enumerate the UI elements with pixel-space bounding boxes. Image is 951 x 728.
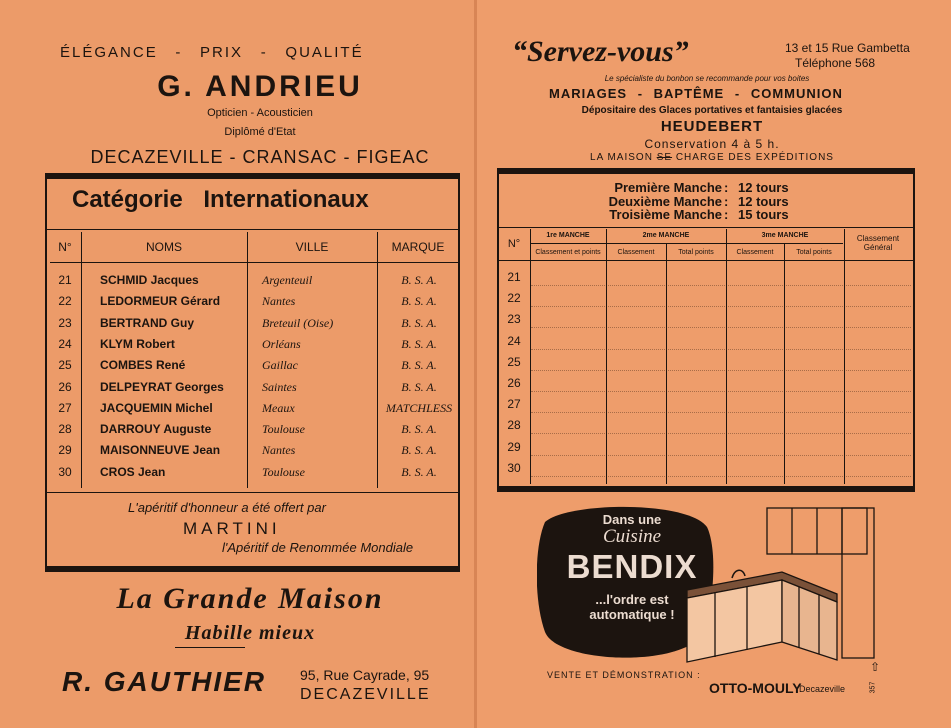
entrant-city: Toulouse xyxy=(262,464,305,479)
conservation: Conservation 4 à 5 h. xyxy=(644,137,780,151)
underline xyxy=(175,647,245,648)
entrant-number: 23 xyxy=(58,315,72,330)
depositaire-line: Dépositaire des Glaces portatives et fantaisies glacées xyxy=(581,105,843,116)
entrant-name: COMBES René xyxy=(100,358,186,373)
entrant-city: Breteuil (Oise) xyxy=(262,315,334,330)
ad-dealer-town: Decazeville xyxy=(799,684,846,694)
grid-row-number: 28 xyxy=(507,418,521,433)
slogan xyxy=(60,44,364,61)
top-rule xyxy=(45,173,460,179)
grid-row-line xyxy=(531,370,911,371)
grid-row-line xyxy=(531,412,911,413)
round-colon: : xyxy=(724,180,729,195)
grid-row-line xyxy=(531,433,911,434)
results-bottom-rule xyxy=(497,486,915,492)
optician-diploma: Diplômé d'Etat xyxy=(224,126,296,138)
entrant-name: LEDORMEUR Gérard xyxy=(100,294,221,309)
grid-row-number: 22 xyxy=(507,291,521,306)
occasion-mariages: MARIAGES xyxy=(549,86,628,101)
ad-demo: VENTE ET DÉMONSTRATION : xyxy=(547,670,701,680)
occasion-separator: - xyxy=(734,86,741,101)
bendix-brand: BENDIX xyxy=(566,548,698,585)
entrant-number: 30 xyxy=(58,464,72,479)
round-value: 12 tours xyxy=(738,180,789,195)
grid-sub-total: Total points xyxy=(678,249,714,256)
entrant-brand: B. S. A. xyxy=(401,358,437,373)
entrant-city: Toulouse xyxy=(262,422,305,437)
gauthier-town: DECAZEVILLE xyxy=(300,686,431,703)
grid-sub-total: Total points xyxy=(796,249,832,256)
ad-code: 357 xyxy=(869,681,877,694)
header-no: N° xyxy=(58,240,72,254)
grid-subheader-rule xyxy=(531,243,843,244)
grid-header-rule xyxy=(499,260,913,261)
entrant-brand: B. S. A. xyxy=(401,443,437,458)
entrant-number: 27 xyxy=(58,400,72,415)
right-page xyxy=(477,0,951,728)
round-label: Deuxième Manche xyxy=(608,193,722,209)
grid-header-no: N° xyxy=(507,238,521,250)
entrant-brand: MATCHLESS xyxy=(385,400,453,415)
entrant-city: Orléans xyxy=(262,336,301,351)
confiserie-phone: Téléphone 568 xyxy=(795,56,876,70)
grid-row-number: 27 xyxy=(507,397,521,412)
shop-name: La Grande Maison xyxy=(116,582,384,615)
grid-header-round1: 1re MANCHE xyxy=(546,232,590,239)
ad-dealer: OTTO-MOULY xyxy=(709,680,802,696)
entrant-name: KLYM Robert xyxy=(100,336,175,351)
entrant-name: DARROUY Auguste xyxy=(100,422,212,437)
entrant-city: Argenteuil xyxy=(262,273,313,287)
left-page xyxy=(0,0,474,728)
aperitif-tagline: l'Apéritif de Renommée Mondiale xyxy=(222,540,414,555)
entrant-number: 26 xyxy=(58,379,72,394)
frame-left xyxy=(45,173,47,568)
grid-row-number: 21 xyxy=(507,270,521,284)
shipping-post: CHARGE DES EXPÉDITIONS xyxy=(675,152,834,163)
grid-row-number: 24 xyxy=(507,333,521,348)
grid-row-number: 29 xyxy=(507,439,521,454)
header-brand: MARQUE xyxy=(391,240,445,254)
aperitif-line: L'apéritif d'honneur a été offert par xyxy=(128,500,326,515)
slogan-separator: - xyxy=(260,44,268,61)
results-frame-left xyxy=(497,168,499,491)
col-rule xyxy=(247,232,248,488)
grid-col xyxy=(666,244,667,484)
grid-row-line xyxy=(531,349,911,350)
shipping-marked: SE xyxy=(656,152,673,163)
header-rule xyxy=(50,262,458,263)
ad-line1: Dans une xyxy=(602,512,662,527)
ad-line2: Cuisine xyxy=(602,526,662,547)
martini-brand: MARTINI xyxy=(183,519,281,538)
ad-slogan2: automatique ! xyxy=(589,607,675,622)
round-label: Troisième Manche xyxy=(609,207,722,222)
grid-row-number: 25 xyxy=(507,354,521,369)
ad-slogan1: ...l'ordre est xyxy=(595,592,669,607)
entrant-number: 29 xyxy=(58,443,72,458)
occasions xyxy=(549,86,843,101)
shipping-line xyxy=(517,152,907,163)
grid-row-line xyxy=(531,476,911,477)
entrant-number: 22 xyxy=(58,294,72,309)
table-rule xyxy=(45,229,460,230)
shipping-pre: LA MAISON xyxy=(590,152,653,163)
rounds-rule xyxy=(497,227,915,228)
header-city: VILLE xyxy=(295,240,329,254)
arrow-up-icon: ⇧ xyxy=(870,660,881,674)
grid-col xyxy=(784,244,785,484)
slogan-qualite: QUALITÉ xyxy=(285,44,364,61)
grid-row-line xyxy=(531,306,911,307)
grid-row-line xyxy=(531,455,911,456)
grid-row-line xyxy=(531,391,911,392)
entrant-brand: B. S. A. xyxy=(401,422,437,437)
results-frame-right xyxy=(913,168,915,491)
grid-header-round2: 2me MANCHE xyxy=(642,232,690,239)
entrant-city: Gaillac xyxy=(262,358,298,373)
entrant-number: 25 xyxy=(58,358,72,373)
entrant-name: BERTRAND Guy xyxy=(100,315,195,330)
grid-col xyxy=(844,229,845,484)
optician-role: Opticien - Acousticien xyxy=(207,107,313,119)
entrant-number: 28 xyxy=(58,422,72,437)
slogan-separator: - xyxy=(175,44,183,61)
grid-row-line xyxy=(531,327,911,328)
heudebert: HEUDEBERT xyxy=(660,118,764,135)
entrant-brand: B. S. A. xyxy=(401,379,437,394)
gauthier-street: 95, Rue Cayrade, 95 xyxy=(300,667,430,683)
grid-sub-round1: Classement et points xyxy=(535,249,601,256)
round-colon: : xyxy=(724,193,729,209)
entrant-brand: B. S. A. xyxy=(401,294,437,309)
entrant-city: Nantes xyxy=(262,294,296,309)
grid-col xyxy=(726,229,727,484)
entrant-brand: B. S. A. xyxy=(401,336,437,351)
round-colon: : xyxy=(724,207,729,222)
entrant-name: CROS Jean xyxy=(100,464,166,479)
grid-row-number: 23 xyxy=(507,312,521,327)
col-rule xyxy=(81,232,82,488)
entrant-number: 21 xyxy=(58,273,72,287)
round-value: 15 tours xyxy=(738,207,789,222)
grid-row-number: 30 xyxy=(507,460,521,475)
grid-header-general: Classement Général xyxy=(856,234,900,252)
header-names: NOMS xyxy=(146,240,182,254)
entrant-brand: B. S. A. xyxy=(401,464,437,479)
grid-col xyxy=(606,229,607,484)
optician-towns: DECAZEVILLE - CRANSAC - FIGEAC xyxy=(90,147,430,167)
round-label: Première Manche xyxy=(614,180,722,195)
entrant-name: JACQUEMIN Michel xyxy=(100,400,213,415)
occasion-communion: COMMUNION xyxy=(750,86,843,101)
bottom-rule xyxy=(45,566,460,572)
grid-sub-class: Classement xyxy=(736,249,774,256)
occasion-bapteme: BAPTÊME xyxy=(653,86,725,101)
category-title: Catégorie Internationaux xyxy=(72,186,369,213)
entrant-city: Saintes xyxy=(262,379,297,394)
occasion-separator: - xyxy=(637,86,644,101)
slogan-elegance: ÉLÉGANCE xyxy=(60,44,158,61)
round-value: 12 tours xyxy=(738,193,789,209)
entrant-name: MAISONNEUVE Jean xyxy=(100,443,221,458)
grid-row-line xyxy=(531,285,911,286)
entrant-name: DELPEYRAT Georges xyxy=(100,379,224,394)
entrant-brand: B. S. A. xyxy=(401,315,437,330)
shop-tagline: Habille mieux xyxy=(184,622,316,644)
slogan-prix: PRIX xyxy=(200,44,244,61)
table-bottom-rule xyxy=(45,492,460,493)
results-top-rule xyxy=(497,168,915,174)
grid-header-round3: 3me MANCHE xyxy=(761,232,809,239)
entrant-name: SCHMID Jacques xyxy=(100,273,199,287)
confiserie-address: 13 et 15 Rue Gambetta xyxy=(785,41,910,55)
grid-sub-class: Classement xyxy=(617,249,655,256)
entrant-city: Nantes xyxy=(262,443,296,458)
optician-name: G. ANDRIEU xyxy=(157,70,363,103)
entrant-number: 24 xyxy=(58,336,72,351)
confiserie-name: “Servez-vous” xyxy=(512,35,689,68)
entrant-city: Meaux xyxy=(262,400,295,415)
specialist-line: Le spécialiste du bonbon se recommande pour vos boites xyxy=(604,74,810,83)
entrant-brand: B. S. A. xyxy=(401,273,437,287)
grid-col xyxy=(530,229,531,484)
grid-row-number: 26 xyxy=(507,376,521,390)
gauthier-name: R. GAUTHIER xyxy=(62,666,266,697)
